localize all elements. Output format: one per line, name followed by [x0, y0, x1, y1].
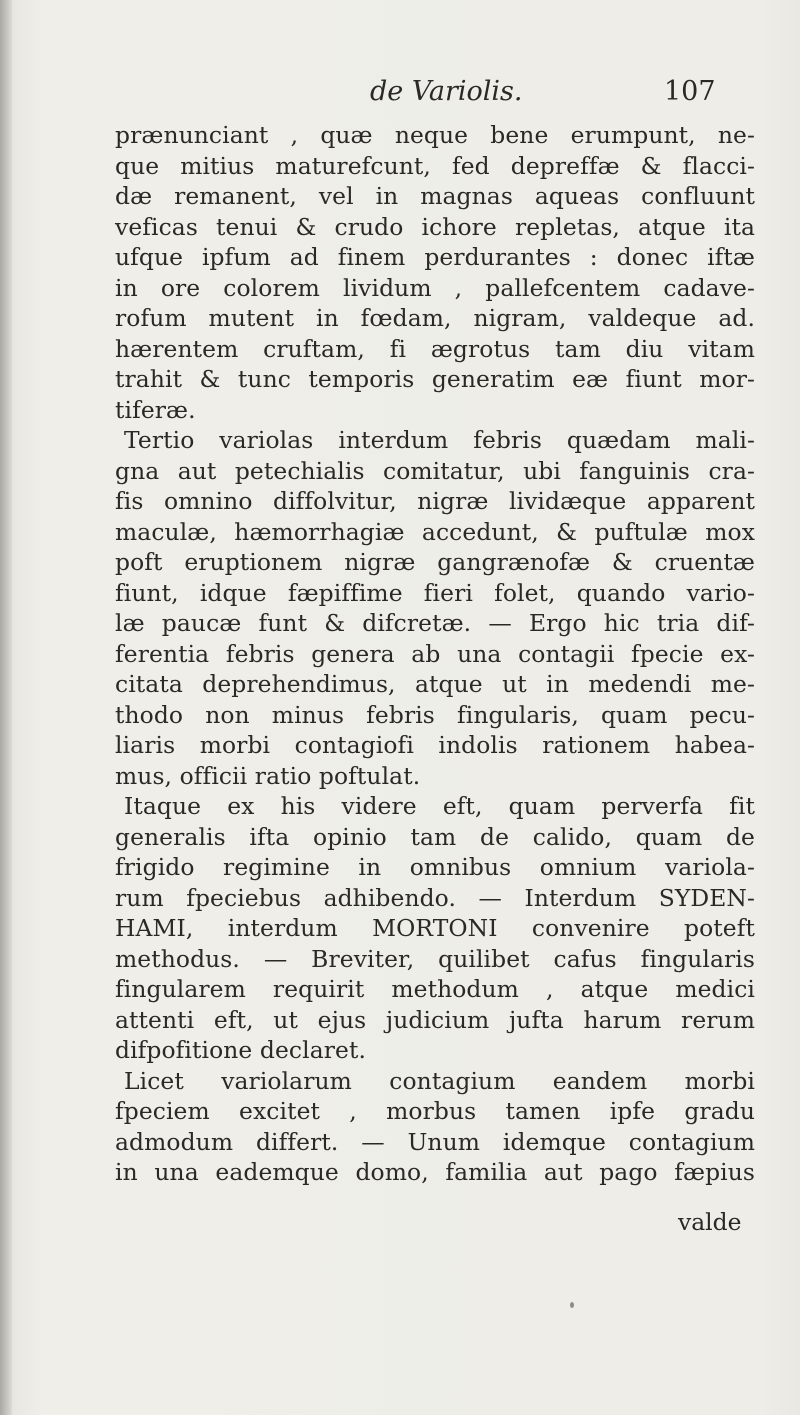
- text-line: rofum mutent in fœdam, nigram, valdeque ad.: [115, 304, 755, 332]
- running-head: de Variolis.: [370, 76, 523, 107]
- text-line: veficas tenui & crudo ichore repletas, atque ita: [115, 212, 755, 241]
- text-line: attenti eft, ut ejus judicium jufta harum rerum: [115, 1005, 755, 1034]
- text-line: frigido regimine in omnibus omnium variola-: [115, 853, 755, 881]
- text-line: ufque ipfum ad finem perdurantes : donec iftæ: [115, 243, 755, 271]
- paragraph-start-line: Tertio variolas interdum febris quædam mali-: [124, 426, 755, 454]
- catchword: valde: [678, 1208, 742, 1236]
- text-line: in una eademque domo, familia aut pago fæpius: [115, 1158, 755, 1186]
- body-text: [115, 120, 755, 1188]
- text-line: rum fpeciebus adhibendo. — Interdum SYDEN-: [115, 883, 755, 912]
- text-line: gna aut petechialis comitatur, ubi fanguinis cra-: [115, 456, 755, 485]
- page-header: [0, 76, 800, 116]
- text-line: tiferæ.: [115, 395, 196, 424]
- binding-shadow: [0, 0, 12, 1415]
- text-line: thodo non minus febris fingularis, quam pecu-: [115, 700, 755, 729]
- text-line: fiunt, idque fæpiffime fieri folet, quando vario-: [115, 578, 755, 607]
- text-line: fpeciem excitet , morbus tamen ipfe gradu: [115, 1097, 755, 1125]
- text-line: citata deprehendimus, atque ut in medendi me-: [115, 670, 755, 698]
- paper-speck: [570, 1302, 574, 1308]
- text-line: methodus. — Breviter, quilibet cafus fingularis: [115, 944, 755, 973]
- text-line: dæ remanent, vel in magnas aqueas confluunt: [115, 182, 755, 210]
- text-line: in ore colorem lividum , pallefcentem cadave-: [115, 273, 755, 302]
- text-line: liaris morbi contagiofi indolis rationem habea-: [115, 731, 755, 759]
- text-line: fis omnino diffolvitur, nigræ lividæque apparent: [115, 487, 755, 515]
- text-line: ferentia febris genera ab una contagii fpecie ex-: [115, 639, 755, 668]
- text-line: maculæ, hæmorrhagiæ accedunt, & puftulæ mox: [115, 517, 755, 546]
- paragraph-start-line: Licet variolarum contagium eandem morbi: [124, 1066, 755, 1095]
- paragraph-start-line: Itaque ex his videre eft, quam perverfa fit: [124, 792, 755, 820]
- text-line: prænunciant , quæ neque bene erumpunt, ne-: [115, 121, 755, 149]
- text-line: generalis ifta opinio tam de calido, quam de: [115, 822, 755, 851]
- text-line: fingularem requirit methodum , atque medici: [115, 975, 755, 1003]
- text-line: HAMI, interdum MORTONI convenire poteft: [115, 914, 755, 942]
- text-line: trahit & tunc temporis generatim eæ fiunt mor-: [115, 365, 755, 393]
- text-line: admodum differt. — Unum idemque contagium: [115, 1127, 755, 1156]
- page-number: 107: [664, 76, 716, 107]
- text-line: que mitius maturefcunt, fed depreffæ & flacci-: [115, 151, 755, 180]
- text-line: difpofitione declaret.: [115, 1036, 367, 1064]
- text-line: mus, officii ratio poftulat.: [115, 761, 421, 790]
- text-line: hærentem cruftam, fi ægrotus tam diu vitam: [115, 334, 755, 363]
- text-line: læ paucæ funt & difcretæ. — Ergo hic tria dif-: [115, 609, 755, 637]
- text-line: poft eruptionem nigræ gangrænofæ & cruentæ: [115, 548, 755, 576]
